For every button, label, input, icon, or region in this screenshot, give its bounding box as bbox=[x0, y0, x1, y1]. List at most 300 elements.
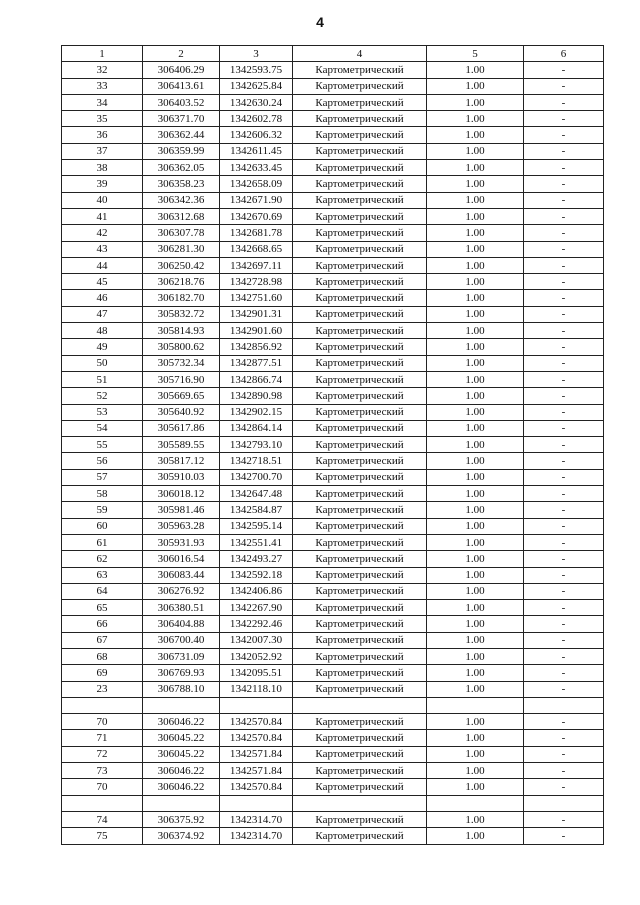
table-cell: 44 bbox=[62, 257, 143, 273]
table-cell: 1342267.90 bbox=[220, 600, 293, 616]
table-cell: - bbox=[524, 600, 604, 616]
table-cell: 306359.99 bbox=[143, 143, 220, 159]
table-cell: 306374.92 bbox=[143, 828, 220, 844]
table-cell: - bbox=[524, 714, 604, 730]
table-cell: 1342697.11 bbox=[220, 257, 293, 273]
table-cell: 34 bbox=[62, 94, 143, 110]
table-cell: 306375.92 bbox=[143, 811, 220, 827]
table-row bbox=[62, 518, 604, 534]
table-cell: 41 bbox=[62, 208, 143, 224]
table-cell: 1.00 bbox=[427, 290, 524, 306]
table-cell: 306083.44 bbox=[143, 567, 220, 583]
table-row bbox=[62, 486, 604, 502]
table-row bbox=[62, 420, 604, 436]
table-cell: Картометрический bbox=[293, 225, 427, 241]
table-row bbox=[62, 62, 604, 78]
column-header-3: 3 bbox=[220, 46, 293, 62]
table-cell: Картометрический bbox=[293, 551, 427, 567]
table-cell: Картометрический bbox=[293, 518, 427, 534]
table-cell: 65 bbox=[62, 600, 143, 616]
table-cell: 306769.93 bbox=[143, 665, 220, 681]
table-cell: - bbox=[524, 763, 604, 779]
table-row bbox=[62, 78, 604, 94]
table-cell: Картометрический bbox=[293, 306, 427, 322]
table-row bbox=[62, 257, 604, 273]
table-cell: - bbox=[524, 420, 604, 436]
table-cell: 1342052.92 bbox=[220, 648, 293, 664]
table-cell: 1.00 bbox=[427, 306, 524, 322]
table-cell: 305732.34 bbox=[143, 355, 220, 371]
table-cell: 306182.70 bbox=[143, 290, 220, 306]
table-cell: 306045.22 bbox=[143, 746, 220, 762]
table-cell: 1.00 bbox=[427, 176, 524, 192]
table-cell: 1342606.32 bbox=[220, 127, 293, 143]
table-cell: Картометрический bbox=[293, 355, 427, 371]
table-cell: 306250.42 bbox=[143, 257, 220, 273]
coordinates-table bbox=[61, 45, 604, 845]
table-cell bbox=[524, 795, 604, 811]
table-cell: - bbox=[524, 274, 604, 290]
table-cell: 74 bbox=[62, 811, 143, 827]
table-cell: Картометрический bbox=[293, 420, 427, 436]
table-cell: 1342571.84 bbox=[220, 763, 293, 779]
table-cell: - bbox=[524, 681, 604, 697]
table-cell: 52 bbox=[62, 388, 143, 404]
table-row bbox=[62, 241, 604, 257]
table-cell: Картометрический bbox=[293, 274, 427, 290]
page-number: 4 bbox=[316, 14, 324, 30]
table-cell: 1342551.41 bbox=[220, 534, 293, 550]
table-cell: 1.00 bbox=[427, 241, 524, 257]
table-cell: Картометрический bbox=[293, 339, 427, 355]
table-row bbox=[62, 648, 604, 664]
table-row bbox=[62, 567, 604, 583]
table-row bbox=[62, 583, 604, 599]
table-cell: 47 bbox=[62, 306, 143, 322]
table-cell: - bbox=[524, 388, 604, 404]
table-cell: 306404.88 bbox=[143, 616, 220, 632]
table-cell: 306045.22 bbox=[143, 730, 220, 746]
table-cell: 306018.12 bbox=[143, 486, 220, 502]
table-cell: - bbox=[524, 355, 604, 371]
table-row bbox=[62, 127, 604, 143]
table-cell: 1.00 bbox=[427, 600, 524, 616]
table-cell: 1342647.48 bbox=[220, 486, 293, 502]
table-cell: 1342866.74 bbox=[220, 371, 293, 387]
table-cell: 1342592.18 bbox=[220, 567, 293, 583]
table-cell: 1342902.15 bbox=[220, 404, 293, 420]
table-cell: Картометрический bbox=[293, 208, 427, 224]
table-cell bbox=[427, 795, 524, 811]
table-cell: - bbox=[524, 486, 604, 502]
table-cell: 70 bbox=[62, 779, 143, 795]
table-cell: Картометрический bbox=[293, 257, 427, 273]
table-cell: 1342571.84 bbox=[220, 746, 293, 762]
table-cell: Картометрический bbox=[293, 241, 427, 257]
table-cell: 69 bbox=[62, 665, 143, 681]
table-cell: 1.00 bbox=[427, 551, 524, 567]
table-cell: 1.00 bbox=[427, 616, 524, 632]
table-row bbox=[62, 208, 604, 224]
table-cell: 1342877.51 bbox=[220, 355, 293, 371]
table-cell: - bbox=[524, 746, 604, 762]
table-cell: 1342633.45 bbox=[220, 160, 293, 176]
table-cell: 1342595.14 bbox=[220, 518, 293, 534]
table-cell: 305814.93 bbox=[143, 323, 220, 339]
table-cell: 1342901.60 bbox=[220, 323, 293, 339]
table-cell: 1.00 bbox=[427, 453, 524, 469]
table-cell: 40 bbox=[62, 192, 143, 208]
table-cell: 60 bbox=[62, 518, 143, 534]
table-row bbox=[62, 355, 604, 371]
table-cell: 306218.76 bbox=[143, 274, 220, 290]
table-cell: Картометрический bbox=[293, 62, 427, 78]
table-cell: 1.00 bbox=[427, 127, 524, 143]
table-cell: 305832.72 bbox=[143, 306, 220, 322]
table-cell: Картометрический bbox=[293, 828, 427, 844]
table-cell: 306700.40 bbox=[143, 632, 220, 648]
table-cell: 72 bbox=[62, 746, 143, 762]
table-cell bbox=[427, 697, 524, 713]
table-cell: 1342570.84 bbox=[220, 730, 293, 746]
table-cell: Картометрический bbox=[293, 388, 427, 404]
table-cell: 63 bbox=[62, 567, 143, 583]
table-row bbox=[62, 828, 604, 844]
table-cell: 54 bbox=[62, 420, 143, 436]
table-cell: - bbox=[524, 323, 604, 339]
table-row bbox=[62, 274, 604, 290]
table-cell: - bbox=[524, 730, 604, 746]
table-cell: - bbox=[524, 828, 604, 844]
table-cell: - bbox=[524, 225, 604, 241]
table-cell: 1.00 bbox=[427, 714, 524, 730]
table-cell: 305669.65 bbox=[143, 388, 220, 404]
table-cell: Картометрический bbox=[293, 176, 427, 192]
table-cell: Картометрический bbox=[293, 453, 427, 469]
table-cell: 306362.05 bbox=[143, 160, 220, 176]
table-cell: 1.00 bbox=[427, 62, 524, 78]
table-cell: 68 bbox=[62, 648, 143, 664]
table-cell: 45 bbox=[62, 274, 143, 290]
table-cell: 1.00 bbox=[427, 257, 524, 273]
column-header-4: 4 bbox=[293, 46, 427, 62]
table-cell: 306312.68 bbox=[143, 208, 220, 224]
table-cell: - bbox=[524, 453, 604, 469]
table-cell bbox=[524, 697, 604, 713]
table-cell: Картометрический bbox=[293, 763, 427, 779]
table-row bbox=[62, 176, 604, 192]
table-cell: 1342718.51 bbox=[220, 453, 293, 469]
table-cell: Картометрический bbox=[293, 714, 427, 730]
table-cell: 1.00 bbox=[427, 437, 524, 453]
table-cell: 1.00 bbox=[427, 225, 524, 241]
table-cell bbox=[293, 795, 427, 811]
table-cell: Картометрический bbox=[293, 632, 427, 648]
table-cell: 1342890.98 bbox=[220, 388, 293, 404]
table-cell: 73 bbox=[62, 763, 143, 779]
table-cell: 1342671.90 bbox=[220, 192, 293, 208]
table-row bbox=[62, 534, 604, 550]
table-cell: 1.00 bbox=[427, 420, 524, 436]
table-cell: 1.00 bbox=[427, 274, 524, 290]
table-cell: 75 bbox=[62, 828, 143, 844]
table-cell: 70 bbox=[62, 714, 143, 730]
table-cell: 306307.78 bbox=[143, 225, 220, 241]
table-cell: 1.00 bbox=[427, 355, 524, 371]
table-cell: 23 bbox=[62, 681, 143, 697]
table-cell: 1342584.87 bbox=[220, 502, 293, 518]
table-cell: - bbox=[524, 437, 604, 453]
table-cell: - bbox=[524, 779, 604, 795]
table-cell: 1.00 bbox=[427, 111, 524, 127]
table-cell: 305640.92 bbox=[143, 404, 220, 420]
table-cell: Картометрический bbox=[293, 469, 427, 485]
column-header-1: 1 bbox=[62, 46, 143, 62]
table-cell: 1.00 bbox=[427, 404, 524, 420]
table-cell: 305817.12 bbox=[143, 453, 220, 469]
table-cell: 71 bbox=[62, 730, 143, 746]
table-cell: Картометрический bbox=[293, 78, 427, 94]
table-row bbox=[62, 192, 604, 208]
table-cell: 1.00 bbox=[427, 208, 524, 224]
table-cell: 1.00 bbox=[427, 192, 524, 208]
table-cell: 1.00 bbox=[427, 388, 524, 404]
column-header-6: 6 bbox=[524, 46, 604, 62]
table-cell: Картометрический bbox=[293, 94, 427, 110]
table-body bbox=[62, 62, 604, 844]
table-row bbox=[62, 323, 604, 339]
table-cell: - bbox=[524, 290, 604, 306]
table-cell bbox=[220, 795, 293, 811]
table-row bbox=[62, 600, 604, 616]
table-cell: 35 bbox=[62, 111, 143, 127]
table-cell: 49 bbox=[62, 339, 143, 355]
table-cell: Картометрический bbox=[293, 290, 427, 306]
table-cell: - bbox=[524, 518, 604, 534]
table-row bbox=[62, 811, 604, 827]
table-cell: 305589.55 bbox=[143, 437, 220, 453]
table-cell: 306788.10 bbox=[143, 681, 220, 697]
table-cell: 61 bbox=[62, 534, 143, 550]
table-cell: 1.00 bbox=[427, 665, 524, 681]
table-cell: Картометрический bbox=[293, 127, 427, 143]
table-cell: 38 bbox=[62, 160, 143, 176]
table-cell: 1342314.70 bbox=[220, 828, 293, 844]
table-cell: 306362.44 bbox=[143, 127, 220, 143]
table-cell: - bbox=[524, 811, 604, 827]
table-cell: Картометрический bbox=[293, 323, 427, 339]
table-cell bbox=[62, 795, 143, 811]
table-header-row bbox=[62, 46, 604, 62]
table-cell: - bbox=[524, 78, 604, 94]
table-row bbox=[62, 779, 604, 795]
table-cell: Картометрический bbox=[293, 192, 427, 208]
table-cell: 58 bbox=[62, 486, 143, 502]
table-cell: 1.00 bbox=[427, 779, 524, 795]
table-cell bbox=[62, 697, 143, 713]
table-cell: 306406.29 bbox=[143, 62, 220, 78]
table-cell: 305910.03 bbox=[143, 469, 220, 485]
table-cell: Картометрический bbox=[293, 811, 427, 827]
table-cell: 1342700.70 bbox=[220, 469, 293, 485]
table-cell: 51 bbox=[62, 371, 143, 387]
table-row bbox=[62, 453, 604, 469]
column-header-2: 2 bbox=[143, 46, 220, 62]
table-cell: - bbox=[524, 208, 604, 224]
table-cell: 305617.86 bbox=[143, 420, 220, 436]
table-cell: - bbox=[524, 62, 604, 78]
table-cell: 306016.54 bbox=[143, 551, 220, 567]
table-cell: 1342625.84 bbox=[220, 78, 293, 94]
table-cell: - bbox=[524, 534, 604, 550]
table-cell: 1.00 bbox=[427, 143, 524, 159]
table-cell: 1342670.69 bbox=[220, 208, 293, 224]
table-cell: Картометрический bbox=[293, 681, 427, 697]
table-cell: 306380.51 bbox=[143, 600, 220, 616]
table-cell: - bbox=[524, 404, 604, 420]
table-cell: 306358.23 bbox=[143, 176, 220, 192]
table-cell: 1.00 bbox=[427, 371, 524, 387]
table-row bbox=[62, 290, 604, 306]
table-cell: Картометрический bbox=[293, 779, 427, 795]
table-cell: - bbox=[524, 551, 604, 567]
table-cell: 306403.52 bbox=[143, 94, 220, 110]
table-row bbox=[62, 714, 604, 730]
table-cell: - bbox=[524, 371, 604, 387]
table-row bbox=[62, 388, 604, 404]
table-cell: 1.00 bbox=[427, 78, 524, 94]
table-cell: 1342901.31 bbox=[220, 306, 293, 322]
table-cell: - bbox=[524, 339, 604, 355]
table-cell: Картометрический bbox=[293, 746, 427, 762]
table-cell: 1342864.14 bbox=[220, 420, 293, 436]
table-cell: - bbox=[524, 160, 604, 176]
table-cell: 1.00 bbox=[427, 681, 524, 697]
table-cell: 306731.09 bbox=[143, 648, 220, 664]
table-cell: 32 bbox=[62, 62, 143, 78]
table-cell: - bbox=[524, 127, 604, 143]
table-cell: - bbox=[524, 502, 604, 518]
table-cell: - bbox=[524, 616, 604, 632]
table-cell: 306046.22 bbox=[143, 714, 220, 730]
table-cell: 1.00 bbox=[427, 518, 524, 534]
table-cell: Картометрический bbox=[293, 111, 427, 127]
table-cell: 67 bbox=[62, 632, 143, 648]
table-cell: 1342856.92 bbox=[220, 339, 293, 355]
table-cell: - bbox=[524, 176, 604, 192]
table-cell: - bbox=[524, 143, 604, 159]
table-row bbox=[62, 94, 604, 110]
table-cell: 1342728.98 bbox=[220, 274, 293, 290]
table-cell: 1342118.10 bbox=[220, 681, 293, 697]
table-row bbox=[62, 502, 604, 518]
table-cell: 1342570.84 bbox=[220, 779, 293, 795]
table-cell: 39 bbox=[62, 176, 143, 192]
table-row bbox=[62, 616, 604, 632]
table-cell: 64 bbox=[62, 583, 143, 599]
table-row bbox=[62, 730, 604, 746]
table-cell: 56 bbox=[62, 453, 143, 469]
table-row bbox=[62, 665, 604, 681]
table-cell: Картометрический bbox=[293, 143, 427, 159]
table-row bbox=[62, 143, 604, 159]
table-cell: Картометрический bbox=[293, 486, 427, 502]
table-cell: 50 bbox=[62, 355, 143, 371]
table-cell: - bbox=[524, 469, 604, 485]
table-cell: - bbox=[524, 632, 604, 648]
table-cell: 306371.70 bbox=[143, 111, 220, 127]
table-row bbox=[62, 681, 604, 697]
table-cell: 1.00 bbox=[427, 746, 524, 762]
table-cell: 1342602.78 bbox=[220, 111, 293, 127]
table-cell: - bbox=[524, 257, 604, 273]
table-cell: Картометрический bbox=[293, 502, 427, 518]
table-row bbox=[62, 795, 604, 811]
table-cell: 36 bbox=[62, 127, 143, 143]
table-cell: - bbox=[524, 241, 604, 257]
table-cell: - bbox=[524, 94, 604, 110]
table-cell: 43 bbox=[62, 241, 143, 257]
table-cell: 1342007.30 bbox=[220, 632, 293, 648]
table-cell: Картометрический bbox=[293, 437, 427, 453]
table-row bbox=[62, 437, 604, 453]
table-cell: 305981.46 bbox=[143, 502, 220, 518]
table-cell: 306046.22 bbox=[143, 763, 220, 779]
table-row bbox=[62, 763, 604, 779]
table-cell: Картометрический bbox=[293, 371, 427, 387]
table-row bbox=[62, 339, 604, 355]
table-cell: 1.00 bbox=[427, 339, 524, 355]
table-cell: 66 bbox=[62, 616, 143, 632]
table-cell: 33 bbox=[62, 78, 143, 94]
table-cell: 305716.90 bbox=[143, 371, 220, 387]
table-cell: Картометрический bbox=[293, 600, 427, 616]
table-cell: 1.00 bbox=[427, 730, 524, 746]
table-cell: - bbox=[524, 567, 604, 583]
table-cell: 306342.36 bbox=[143, 192, 220, 208]
table-row bbox=[62, 371, 604, 387]
table-cell: 53 bbox=[62, 404, 143, 420]
table-cell: 1342406.86 bbox=[220, 583, 293, 599]
table-cell: - bbox=[524, 648, 604, 664]
table-cell: 1342793.10 bbox=[220, 437, 293, 453]
table-row bbox=[62, 111, 604, 127]
table-cell: - bbox=[524, 665, 604, 681]
table-row bbox=[62, 469, 604, 485]
table-cell: 1342681.78 bbox=[220, 225, 293, 241]
column-header-5: 5 bbox=[427, 46, 524, 62]
table-cell: 1.00 bbox=[427, 486, 524, 502]
table-row bbox=[62, 632, 604, 648]
table-cell: 1.00 bbox=[427, 323, 524, 339]
table-cell: 1342630.24 bbox=[220, 94, 293, 110]
table-cell: Картометрический bbox=[293, 160, 427, 176]
table-cell: 57 bbox=[62, 469, 143, 485]
table-cell: 1.00 bbox=[427, 828, 524, 844]
table-cell: Картометрический bbox=[293, 665, 427, 681]
table-cell: Картометрический bbox=[293, 534, 427, 550]
table-cell: 1342751.60 bbox=[220, 290, 293, 306]
table-cell: 1.00 bbox=[427, 811, 524, 827]
table-cell: 48 bbox=[62, 323, 143, 339]
table-row bbox=[62, 697, 604, 713]
table-cell: 1342314.70 bbox=[220, 811, 293, 827]
table-cell: 1.00 bbox=[427, 567, 524, 583]
table-cell bbox=[143, 697, 220, 713]
table-cell: 1.00 bbox=[427, 94, 524, 110]
table-cell: 306276.92 bbox=[143, 583, 220, 599]
table-cell: 305931.93 bbox=[143, 534, 220, 550]
